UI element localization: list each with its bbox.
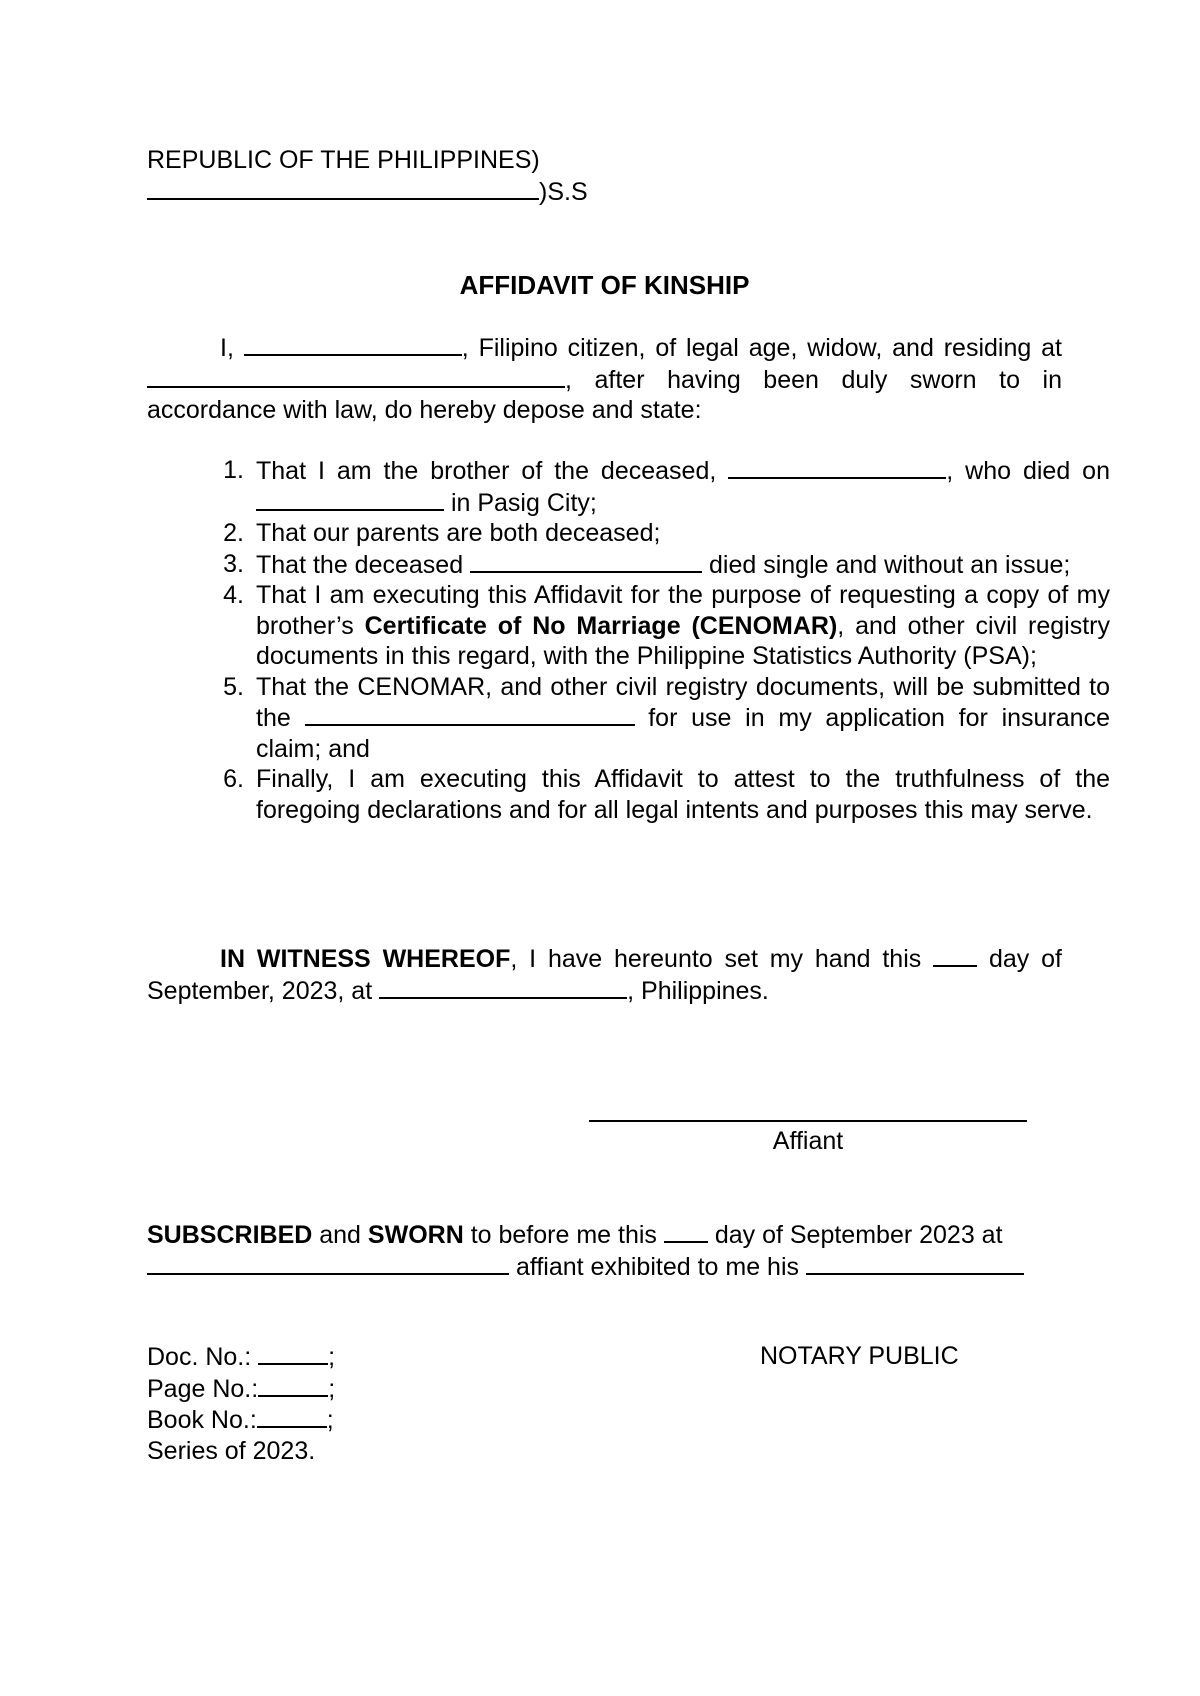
notary-public-label: NOTARY PUBLIC [760, 1342, 959, 1370]
witness-day-blank[interactable] [933, 943, 977, 967]
statement-5: 5. That the CENOMAR, and other civil registry documents, will be submitted to the for use in my application for insurance claim; and [223, 672, 1110, 763]
venue-line-2: )S.S [147, 176, 1062, 208]
jurat-day-blank[interactable] [664, 1219, 708, 1243]
statements-list [208, 455, 1110, 825]
residence-blank[interactable] [147, 364, 565, 388]
affiant-signature-line[interactable] [589, 1120, 1027, 1122]
jurat-paragraph [147, 1219, 1062, 1282]
recipient-blank[interactable] [305, 702, 635, 726]
doc-no-line: Doc. No.: ; [147, 1343, 336, 1371]
page-no-line: Page No.: ; [147, 1374, 336, 1403]
statement-4: 4. That I am executing this Affidavit for the purpose of requesting a copy of my brother’s Certificate of No Marriage (CENOMAR), and other civil registry documents in this regard, with the Philippine Statistics Authority (PSA); [223, 581, 1111, 670]
document-title: AFFIDAVIT OF KINSHIP [459, 270, 750, 300]
death-date-blank[interactable] [256, 487, 444, 511]
statement-2: 2. That our parents are both deceased; [223, 519, 661, 547]
doc-no-blank[interactable] [258, 1341, 328, 1365]
series-line: Series of 2023. [147, 1436, 316, 1465]
jurat-line-2: affiant exhibited to me his [147, 1251, 1062, 1283]
jurat-place-blank[interactable] [147, 1251, 509, 1275]
page-no-blank[interactable] [258, 1373, 328, 1397]
venue-block [147, 145, 1062, 207]
statement-3: 3. That the deceased died single and without an issue; [223, 549, 1071, 579]
deceased-name-blank[interactable] [728, 455, 946, 479]
id-blank[interactable] [806, 1251, 1024, 1275]
deceased-name-blank-2[interactable] [470, 549, 702, 573]
statement-6: 6. Finally, I am executing this Affidavit to attest to the truthfulness of the foregoing declarations and for all legal intents and purposes this may serve. [223, 765, 1110, 824]
affiant-name-blank[interactable] [244, 332, 462, 356]
statement-1: 1. That I am the brother of the deceased, , who died on in Pasig City; [223, 456, 1110, 517]
witness-place-blank[interactable] [379, 975, 627, 999]
venue-line-1: REPUBLIC OF THE PHILIPPINES) [147, 146, 540, 174]
venue-blank[interactable] [147, 176, 539, 200]
affiant-label: Affiant [772, 1127, 844, 1155]
witness-paragraph: IN WITNESS WHEREOF, I have hereunto set my hand this day of September, 2023, at , Philippines. [147, 945, 1063, 1005]
intro-paragraph: I, , Filipino citizen, of legal age, widow, and residing at , after having been duly sworn to in accordance with law, do hereby depose and state: [147, 334, 1062, 424]
book-no-line: Book No.: ; [147, 1406, 334, 1434]
book-no-blank[interactable] [257, 1404, 327, 1428]
jurat-line-1: SUBSCRIBED and SWORN to before me this day of September 2023 at [147, 1221, 1003, 1249]
